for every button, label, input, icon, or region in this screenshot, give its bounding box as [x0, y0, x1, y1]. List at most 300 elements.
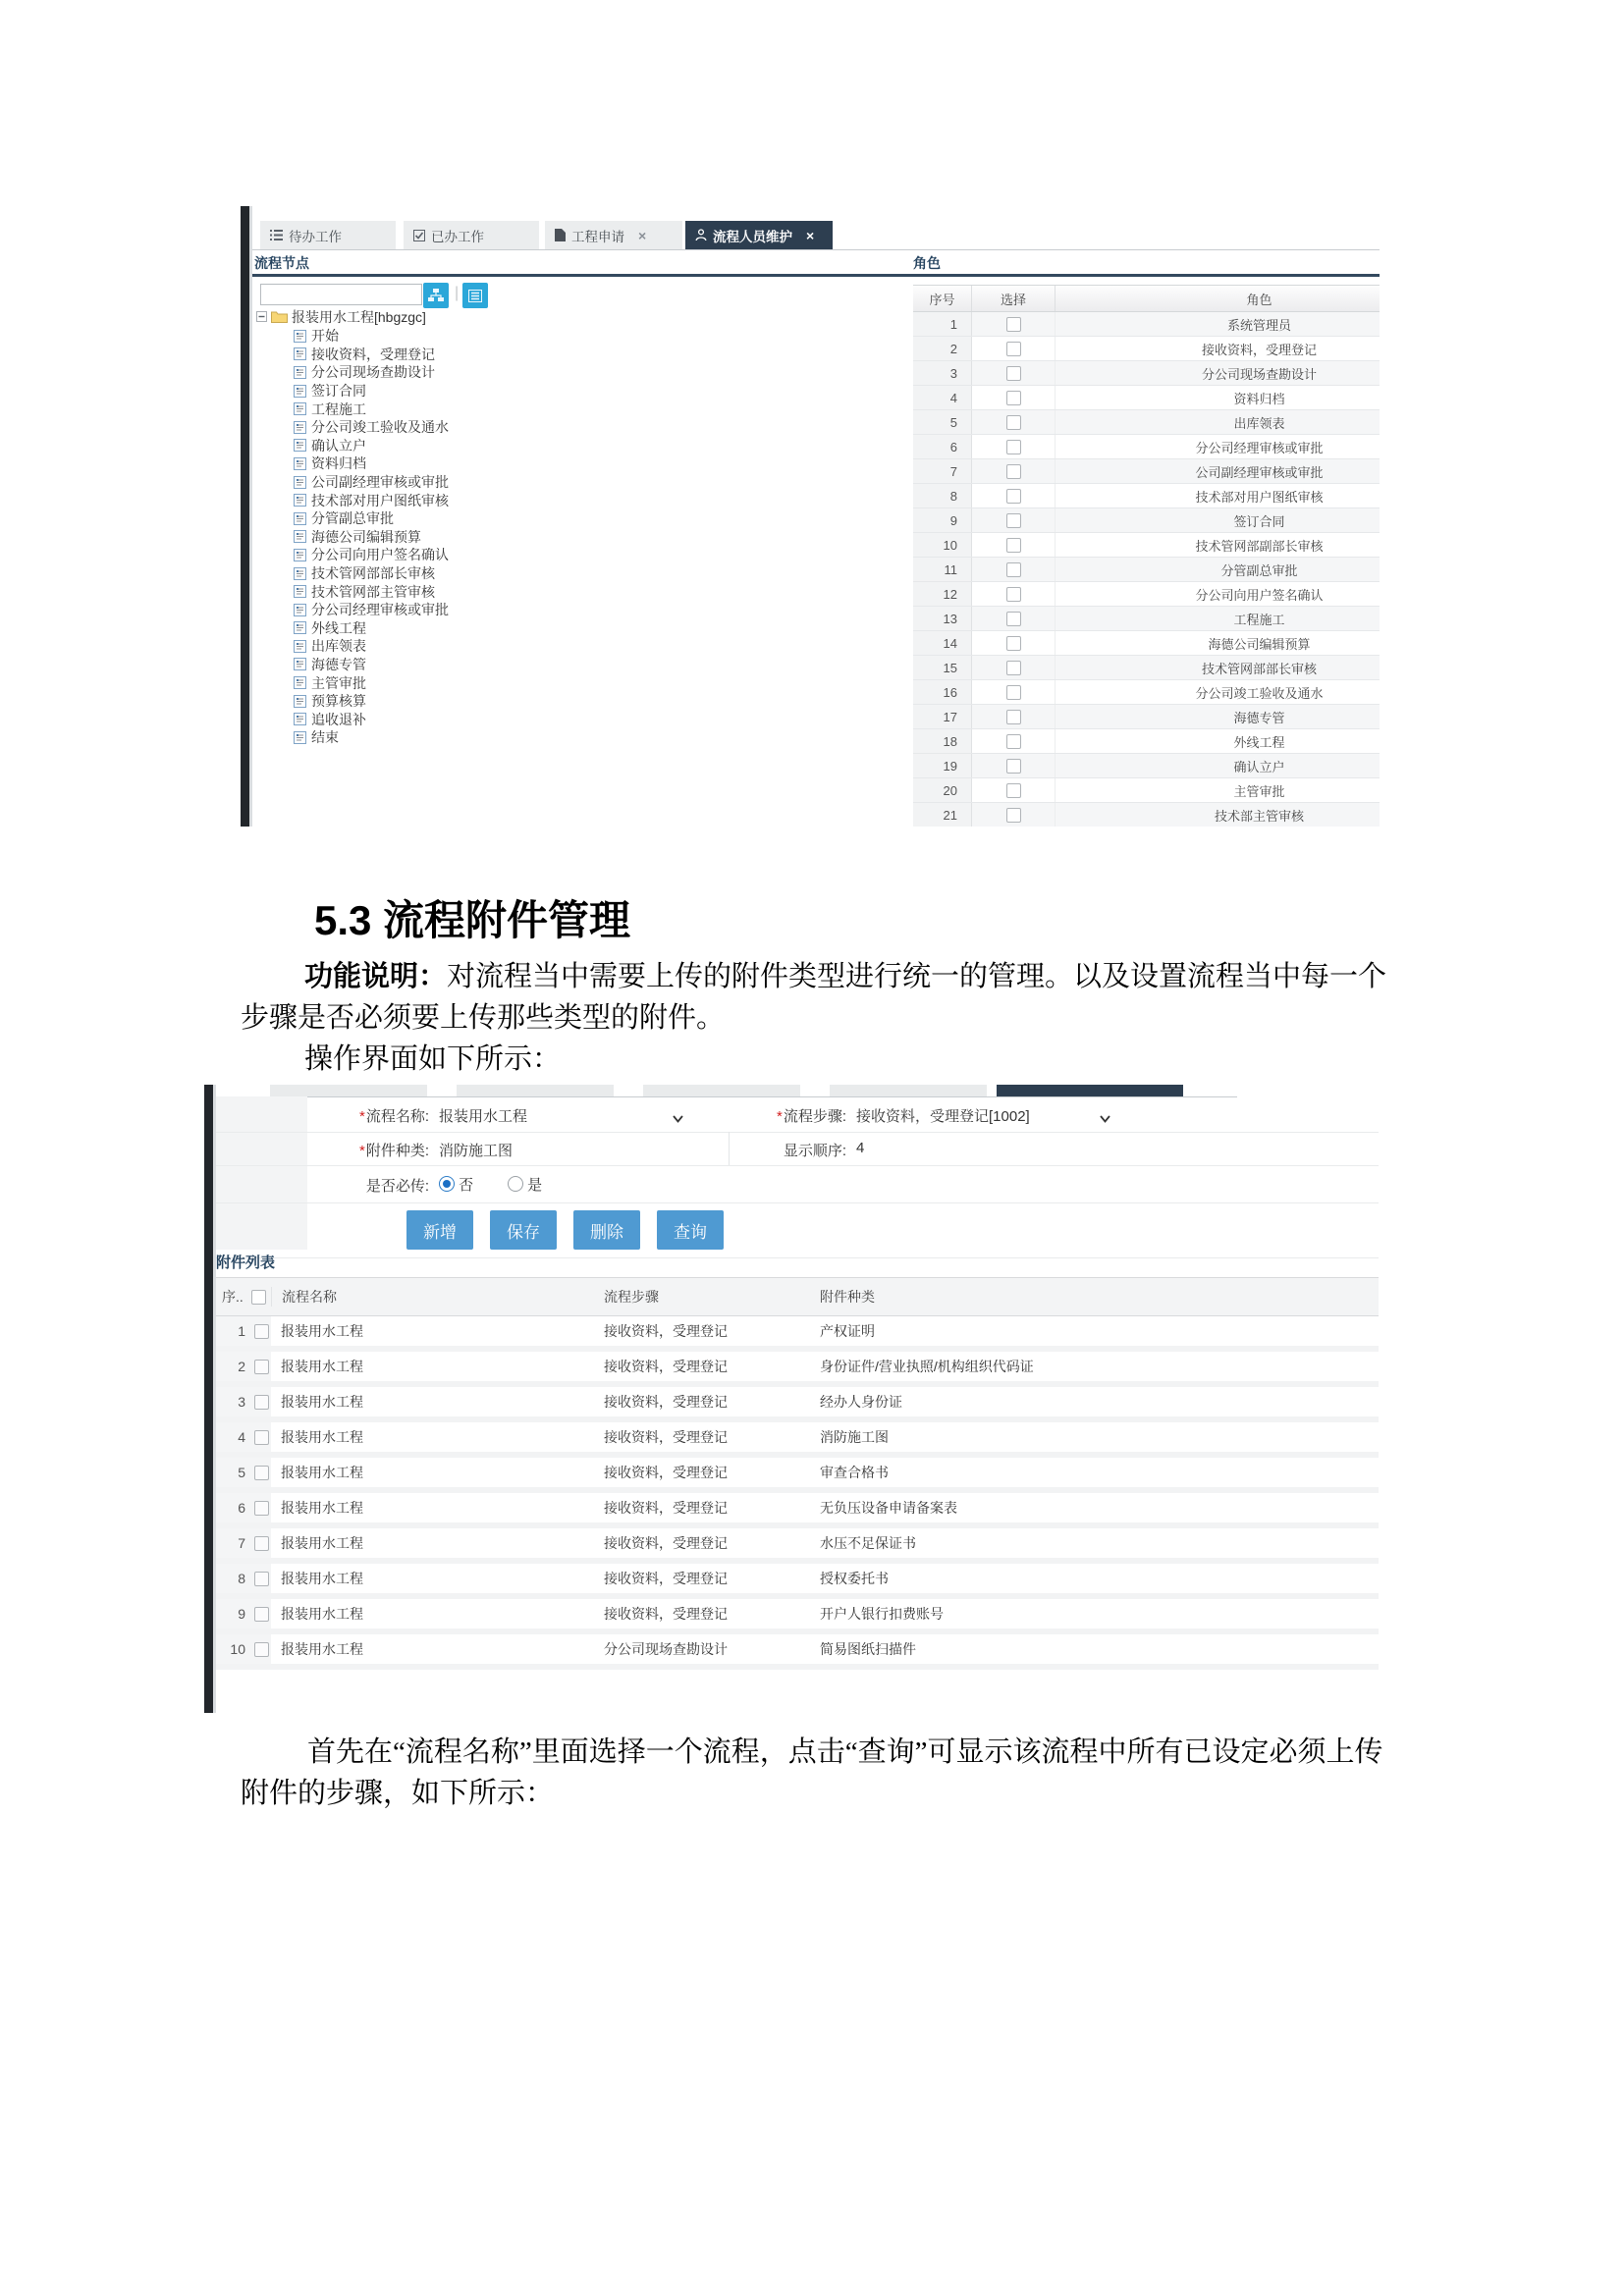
row-process-name: 报装用水工程 [281, 1535, 363, 1551]
row-process-name: 报装用水工程 [281, 1641, 363, 1657]
row-role: 接收资料，受理登记 [1201, 342, 1317, 357]
row-attach-type: 审查合格书 [820, 1465, 889, 1480]
row-checkbox[interactable] [1006, 685, 1021, 700]
row-checkbox[interactable] [1006, 759, 1021, 774]
table-row [216, 1634, 1379, 1670]
row-select-cell [972, 754, 1056, 777]
table-row [216, 1493, 1379, 1528]
col-header-role: 角色 [1246, 292, 1272, 307]
row-role: 海德公司编辑预算 [1208, 636, 1311, 652]
table-row [216, 1599, 1379, 1634]
tree-search-input[interactable] [260, 284, 422, 305]
tree-node[interactable] [294, 400, 894, 418]
row-select-cell [972, 803, 1056, 827]
row-checkbox[interactable] [1006, 440, 1021, 454]
form-row-buttons [216, 1202, 1379, 1258]
org-tree-icon [428, 289, 444, 302]
tree-leaf-icon [294, 402, 306, 415]
row-checkbox[interactable] [254, 1572, 269, 1586]
col-header-process-name: 流程名称 [271, 1287, 594, 1307]
form-row-2 [216, 1132, 1379, 1166]
row-checkbox[interactable] [1006, 415, 1021, 430]
tree-leaf-icon [294, 439, 306, 452]
tree-node[interactable] [294, 692, 894, 711]
row-seq: 7 [216, 1528, 251, 1558]
row-seq: 7 [913, 459, 972, 483]
table-row [913, 312, 1380, 337]
row-seq: 9 [216, 1599, 251, 1629]
row-seq: 4 [913, 386, 972, 409]
cropped-tab[interactable] [830, 1085, 987, 1096]
row-checkbox[interactable] [1006, 734, 1021, 749]
row-checkbox[interactable] [254, 1360, 269, 1374]
tree-view-button[interactable] [423, 283, 449, 308]
row-checkbox[interactable] [254, 1466, 269, 1480]
tree-node-label: 技术管网部主管审核 [311, 583, 435, 600]
form-row-3 [216, 1165, 1379, 1203]
sidebar-edge [204, 1085, 213, 1713]
table-row [913, 361, 1380, 386]
tree-node[interactable] [294, 637, 894, 656]
table-row [913, 484, 1380, 508]
sidebar-edge-light [249, 206, 252, 827]
table-row [913, 582, 1380, 607]
row-checkbox-cell [251, 1493, 271, 1522]
tree-node-label: 工程施工 [311, 400, 366, 417]
table-row [913, 803, 1380, 827]
row-process-name: 报装用水工程 [281, 1359, 363, 1374]
row-checkbox[interactable] [1006, 342, 1021, 356]
tree-node[interactable] [294, 601, 894, 619]
row-checkbox[interactable] [1006, 587, 1021, 602]
col-header-seq: 序号 [913, 286, 972, 311]
row-role: 资料归档 [1233, 391, 1285, 406]
row-process-name: 报装用水工程 [281, 1323, 363, 1339]
row-seq: 6 [216, 1493, 251, 1522]
tree-node-label: 海德公司编辑预算 [311, 528, 421, 545]
row-seq: 12 [913, 582, 972, 606]
row-seq: 1 [216, 1316, 251, 1346]
form-button[interactable]: 保存 [490, 1210, 557, 1250]
list-icon [270, 230, 283, 240]
attach-type-field[interactable]: 消防施工图 [439, 1143, 514, 1159]
tree-node-label: 接收资料，受理登记 [311, 346, 435, 362]
row-process-step: 接收资料，受理登记 [604, 1500, 728, 1516]
row-role: 技术部主管审核 [1214, 808, 1304, 824]
tree-leaf-icon [294, 567, 306, 580]
role-table-body [913, 312, 1380, 827]
left-panel-title: 流程节点 [254, 255, 309, 271]
tab-label: 已办工作 [431, 229, 484, 244]
row-seq: 13 [913, 607, 972, 630]
row-seq: 3 [216, 1387, 251, 1416]
row-role: 技术管网部部长审核 [1201, 661, 1317, 676]
row-checkbox-cell [251, 1564, 271, 1593]
row-process-step: 接收资料，受理登记 [604, 1429, 728, 1445]
row-seq: 15 [913, 656, 972, 679]
table-row [913, 729, 1380, 754]
tree-node-label: 分公司竣工验收及通水 [311, 419, 449, 436]
form-divider [729, 1132, 730, 1165]
attachment-table-body [216, 1316, 1379, 1670]
paragraph-closing-line1: 首先在“流程名称”里面选择一个流程，点击“查询”可显示该流程中所有已设定必须上传 [307, 1736, 1383, 1768]
paragraph-function-line2: 步骤是否必须要上传那些类型的附件。 [241, 1002, 726, 1034]
required-upload-label: 是否必传: [365, 1178, 429, 1195]
row-select-cell [972, 607, 1056, 630]
document-icon [555, 229, 566, 241]
row-seq: 8 [216, 1564, 251, 1593]
form-buttons [406, 1210, 724, 1250]
tree-node-label: 结束 [311, 729, 339, 746]
process-step-select[interactable]: 接收资料，受理登记[1002] [856, 1108, 1030, 1125]
attachment-table-header [216, 1277, 1379, 1316]
radio-option-no[interactable]: 否 [439, 1174, 473, 1195]
row-process-step: 接收资料，受理登记 [604, 1359, 728, 1374]
row-select-cell [972, 680, 1056, 704]
tree-node[interactable] [294, 564, 894, 583]
header-checkbox-cell [251, 1289, 271, 1306]
radio-option-yes[interactable]: 是 [508, 1174, 542, 1195]
row-seq: 3 [913, 361, 972, 385]
row-seq: 10 [913, 533, 972, 557]
row-select-cell [972, 337, 1056, 360]
row-select-cell [972, 361, 1056, 385]
row-checkbox[interactable] [254, 1395, 269, 1410]
radio-icon[interactable] [508, 1176, 523, 1192]
row-process-name: 报装用水工程 [281, 1429, 363, 1445]
panel-title-underline [252, 274, 1380, 277]
display-order-field[interactable]: 4 [856, 1140, 865, 1156]
form-button[interactable]: 新增 [406, 1210, 473, 1250]
tree-leaf-icon [294, 658, 306, 670]
row-role: 技术部对用户图纸审核 [1195, 489, 1324, 505]
radio-selected-icon[interactable] [439, 1176, 455, 1192]
row-checkbox[interactable] [1006, 489, 1021, 504]
row-checkbox[interactable] [1006, 464, 1021, 479]
attachment-table [216, 1277, 1379, 1670]
tab-label: 流程人员维护 [713, 229, 792, 244]
tree-leaf-icon [294, 731, 306, 744]
attachment-list-title: 附件列表 [216, 1255, 276, 1271]
cropped-tab[interactable] [457, 1085, 614, 1096]
col-header-select: 选择 [972, 286, 1056, 311]
row-select-cell [972, 656, 1056, 679]
col-header-process-step: 流程步骤 [604, 1289, 659, 1305]
tab-label: 待办工作 [289, 229, 342, 244]
paragraph-function-line3: 操作界面如下所示： [304, 1043, 562, 1075]
display-order-label: 显示顺序: [783, 1143, 846, 1159]
tree-leaf-icon [294, 512, 306, 525]
row-select-cell [972, 386, 1056, 409]
close-icon[interactable]: × [806, 227, 815, 243]
row-seq: 11 [913, 558, 972, 581]
tree-node[interactable] [294, 454, 894, 473]
process-node-tree [256, 306, 894, 747]
cropped-tab[interactable] [270, 1085, 427, 1096]
tree-node-label: 分公司向用户签名确认 [311, 547, 449, 563]
row-checkbox[interactable] [254, 1324, 269, 1339]
table-row [216, 1387, 1379, 1422]
row-role: 主管审批 [1233, 783, 1285, 799]
tree-node-label: 分公司经理审核或审批 [311, 602, 449, 618]
row-select-cell [972, 312, 1056, 336]
tree-leaf-icon [294, 621, 306, 634]
tree-node-label: 出库领表 [311, 638, 366, 655]
row-process-step: 接收资料，受理登记 [604, 1394, 728, 1410]
row-seq: 5 [216, 1458, 251, 1487]
row-checkbox[interactable] [1006, 808, 1021, 823]
required-mark: * [358, 1108, 365, 1125]
row-checkbox[interactable] [1006, 636, 1021, 651]
row-checkbox-cell [251, 1316, 271, 1346]
row-attach-type: 身份证件/营业执照/机构组织代码证 [820, 1359, 1034, 1374]
tree-node[interactable] [294, 346, 894, 364]
process-name-label: *流程名称: [358, 1108, 429, 1125]
row-role: 外线工程 [1233, 734, 1285, 750]
tree-node[interactable] [294, 327, 894, 346]
tree-node[interactable] [294, 728, 894, 747]
row-select-cell [972, 533, 1056, 557]
toolbar-separator: | [455, 285, 460, 301]
tree-leaf-icon [294, 604, 306, 616]
row-role: 分管副总审批 [1220, 562, 1298, 578]
tree-node[interactable] [294, 710, 894, 728]
tab-process-person-maintain[interactable] [685, 221, 833, 249]
select-all-checkbox[interactable] [251, 1290, 266, 1305]
tree-leaf-icon [294, 585, 306, 598]
table-row [913, 705, 1380, 729]
row-seq: 17 [913, 705, 972, 728]
row-seq: 14 [913, 631, 972, 655]
table-row [913, 754, 1380, 778]
tree-node-label: 签订合同 [311, 383, 366, 400]
checked-icon [413, 230, 425, 241]
table-row [913, 778, 1380, 803]
row-role: 出库领表 [1233, 415, 1285, 431]
row-checkbox[interactable] [1006, 366, 1021, 381]
row-seq: 8 [913, 484, 972, 507]
row-process-name: 报装用水工程 [281, 1394, 363, 1410]
form-button[interactable]: 删除 [573, 1210, 640, 1250]
tree-leaf-icon [294, 640, 306, 653]
row-checkbox[interactable] [1006, 661, 1021, 675]
tree-node[interactable] [294, 673, 894, 692]
table-row [913, 386, 1380, 410]
table-row [913, 558, 1380, 582]
row-checkbox[interactable] [254, 1536, 269, 1551]
tree-leaf-icon [294, 713, 306, 725]
tree-node[interactable] [294, 473, 894, 492]
row-role: 分公司向用户签名确认 [1195, 587, 1324, 603]
tree-node-label: 主管审批 [311, 674, 366, 691]
tree-node[interactable] [294, 619, 894, 638]
tree-leaf-icon [294, 676, 306, 689]
form-row-1 [216, 1096, 1379, 1133]
row-role: 系统管理员 [1226, 317, 1291, 333]
row-attach-type: 产权证明 [820, 1323, 875, 1339]
row-process-step: 接收资料，受理登记 [604, 1323, 728, 1339]
tree-node[interactable] [294, 382, 894, 400]
tree-node-label: 确认立户 [311, 437, 366, 454]
row-checkbox-cell [251, 1352, 271, 1381]
row-process-name: 报装用水工程 [281, 1606, 363, 1622]
row-attach-type: 消防施工图 [820, 1429, 889, 1445]
row-select-cell [972, 631, 1056, 655]
process-step-label: *流程步骤: [776, 1108, 846, 1125]
row-checkbox[interactable] [1006, 391, 1021, 405]
tab-todo-work[interactable] [260, 221, 396, 249]
row-checkbox[interactable] [1006, 612, 1021, 626]
row-checkbox[interactable] [254, 1642, 269, 1657]
tree-node-label: 分公司现场查勘设计 [311, 364, 435, 381]
row-checkbox-cell [251, 1528, 271, 1558]
tree-node[interactable] [294, 491, 894, 509]
row-checkbox-cell [251, 1422, 271, 1452]
function-label: 功能说明： [304, 961, 448, 992]
row-process-step: 接收资料，受理登记 [604, 1465, 728, 1480]
col-header-attach-type: 附件种类 [820, 1289, 875, 1305]
chevron-down-icon[interactable] [673, 1110, 683, 1128]
row-process-step: 接收资料，受理登记 [604, 1606, 728, 1622]
tree-leaf-icon [294, 347, 306, 360]
tree-node-label: 技术管网部部长审核 [311, 565, 435, 582]
person-icon [695, 229, 707, 241]
row-select-cell [972, 508, 1056, 532]
tree-node[interactable] [294, 509, 894, 528]
row-checkbox[interactable] [254, 1607, 269, 1622]
tree-children [294, 327, 894, 747]
row-seq: 9 [913, 508, 972, 532]
row-role: 技术管网部副部长审核 [1195, 538, 1324, 554]
table-row [216, 1352, 1379, 1387]
row-role: 签订合同 [1233, 513, 1285, 529]
row-checkbox[interactable] [1006, 710, 1021, 724]
table-row [216, 1458, 1379, 1493]
tree-leaf-icon [294, 530, 306, 543]
row-seq: 16 [913, 680, 972, 704]
tab-done-work[interactable] [404, 221, 539, 249]
table-row [216, 1564, 1379, 1599]
collapse-icon[interactable] [256, 311, 267, 322]
tree-leaf-icon [294, 385, 306, 398]
tree-leaf-icon [294, 421, 306, 434]
tree-leaf-icon [294, 476, 306, 489]
list-view-icon [468, 290, 482, 302]
row-select-cell [972, 410, 1056, 434]
chevron-down-icon[interactable] [1100, 1110, 1110, 1128]
row-process-step: 接收资料，受理登记 [604, 1535, 728, 1551]
role-table-header [913, 285, 1380, 312]
right-panel-title: 角色 [913, 255, 941, 271]
row-select-cell [972, 705, 1056, 728]
tree-node-label: 技术部对用户图纸审核 [311, 492, 449, 508]
row-process-step: 接收资料，受理登记 [604, 1571, 728, 1586]
row-role: 公司副经理审核或审批 [1195, 464, 1324, 480]
tree-leaf-icon [294, 494, 306, 507]
process-name-select[interactable]: 报装用水工程 [439, 1108, 528, 1125]
table-row [216, 1528, 1379, 1564]
tree-node[interactable] [294, 528, 894, 547]
tree-leaf-icon [294, 695, 306, 708]
row-checkbox[interactable] [1006, 538, 1021, 553]
tree-root-node[interactable] [256, 306, 894, 327]
table-row [913, 337, 1380, 361]
row-select-cell [972, 435, 1056, 458]
row-role: 分公司现场查勘设计 [1201, 366, 1317, 382]
row-seq: 19 [913, 754, 972, 777]
sidebar-edge [241, 206, 249, 827]
row-checkbox-cell [251, 1458, 271, 1487]
tree-node[interactable] [294, 363, 894, 382]
tree-leaf-icon [294, 366, 306, 379]
screenshot-process-roles [241, 206, 1380, 827]
tree-node-label: 外线工程 [311, 619, 366, 636]
row-process-step: 分公司现场查勘设计 [604, 1641, 728, 1657]
section-heading: 5.3 流程附件管理 [314, 897, 631, 943]
table-row [913, 607, 1380, 631]
tab-project-apply[interactable] [545, 221, 682, 249]
row-checkbox-cell [251, 1387, 271, 1416]
close-icon[interactable]: × [638, 227, 647, 243]
row-role: 分公司竣工验收及通水 [1195, 685, 1324, 701]
row-checkbox[interactable] [254, 1430, 269, 1445]
tree-node[interactable] [294, 418, 894, 437]
row-seq: 21 [913, 803, 972, 827]
form-button[interactable]: 查询 [657, 1210, 724, 1250]
row-attach-type: 授权委托书 [820, 1571, 889, 1586]
row-checkbox[interactable] [254, 1501, 269, 1516]
cropped-tab[interactable] [643, 1085, 800, 1096]
tree-node-label: 开始 [311, 328, 339, 345]
row-role: 工程施工 [1233, 612, 1285, 627]
tree-node[interactable] [294, 546, 894, 564]
row-select-cell [972, 778, 1056, 802]
row-checkbox[interactable] [1006, 317, 1021, 332]
tree-node-label: 资料归档 [311, 455, 366, 472]
row-select-cell [972, 582, 1056, 606]
row-checkbox[interactable] [1006, 513, 1021, 528]
screenshot-attachment-manage [204, 1085, 1379, 1713]
row-checkbox[interactable] [1006, 783, 1021, 798]
paragraph-function-line1: 功能说明：对流程当中需要上传的附件类型进行统一的管理。以及设置流程当中每一个 [304, 961, 1387, 992]
tree-leaf-icon [294, 549, 306, 561]
row-attach-type: 经办人身份证 [820, 1394, 902, 1410]
row-attach-type: 无负压设备申请备案表 [820, 1500, 957, 1516]
tab-label: 工程申请 [571, 229, 624, 244]
row-seq: 4 [216, 1422, 251, 1452]
row-attach-type: 简易图纸扫描件 [820, 1641, 916, 1657]
role-table [913, 285, 1380, 827]
tree-node[interactable] [294, 656, 894, 674]
row-process-name: 报装用水工程 [281, 1500, 363, 1516]
tree-node-label: 预算核算 [311, 693, 366, 710]
list-view-button[interactable] [462, 283, 488, 308]
row-attach-type: 开户人银行扣费账号 [820, 1606, 944, 1622]
row-checkbox[interactable] [1006, 562, 1021, 577]
tree-node[interactable] [294, 437, 894, 455]
table-row [913, 435, 1380, 459]
table-row [913, 680, 1380, 705]
row-seq: 18 [913, 729, 972, 753]
row-select-cell [972, 558, 1056, 581]
row-seq: 1 [913, 312, 972, 336]
table-row [913, 508, 1380, 533]
row-role: 海德专管 [1233, 710, 1285, 725]
tree-node[interactable] [294, 582, 894, 601]
row-seq: 10 [216, 1634, 251, 1664]
row-checkbox-cell [251, 1634, 271, 1664]
cropped-active-tab[interactable] [997, 1085, 1183, 1096]
